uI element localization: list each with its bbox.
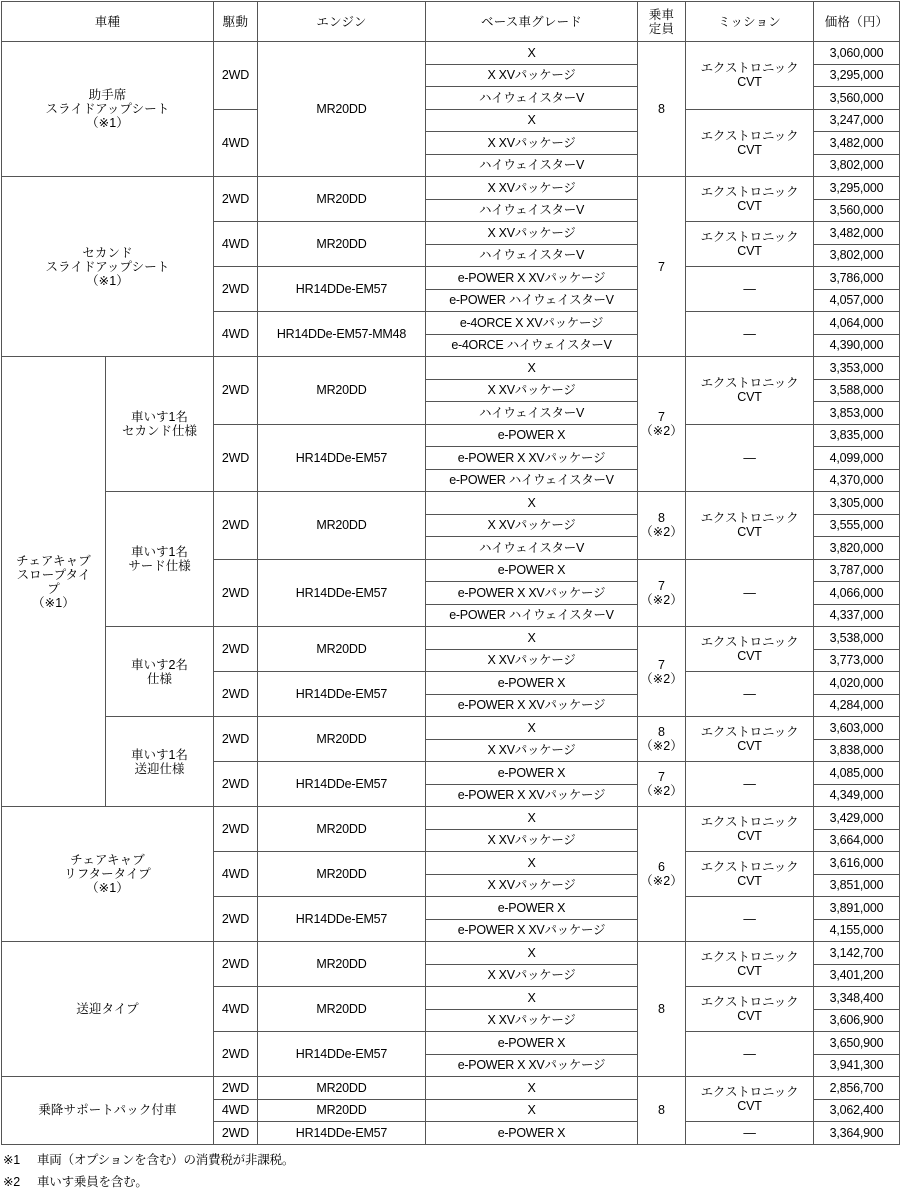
grade-cell: e-4ORCE X XVパッケージ (426, 312, 638, 335)
engine-cell: MR20DD (258, 987, 426, 1032)
drive-cell: 2WD (214, 42, 258, 110)
drive-cell: 2WD (214, 807, 258, 852)
col-header-drive: 駆動 (214, 2, 258, 42)
price-cell: 3,820,000 (814, 537, 900, 560)
engine-cell: MR20DD (258, 357, 426, 425)
grade-cell: X XVパッケージ (426, 874, 638, 897)
seats-cell: 7 (638, 177, 686, 357)
seats-cell (638, 627, 686, 717)
seats-line: 8 (658, 725, 665, 739)
footnote-2-mark: ※2 (3, 1174, 21, 1189)
table-row (2, 717, 900, 740)
kind-sub-cell-wheelchair1-third (106, 492, 214, 627)
grade-cell: X XVパッケージ (426, 1009, 638, 1032)
engine-cell: HR14DDe-EM57 (258, 762, 426, 807)
kind-sub-line: 車いす1名 (131, 545, 188, 559)
mission-cell (686, 807, 814, 852)
seats-cell (638, 492, 686, 560)
engine-cell: MR20DD (258, 222, 426, 267)
seats-line: （※2） (640, 671, 683, 686)
price-cell: 3,838,000 (814, 739, 900, 762)
grade-cell: e-POWER X (426, 897, 638, 920)
price-cell: 3,802,000 (814, 244, 900, 267)
price-cell: 3,247,000 (814, 109, 900, 132)
grade-cell: e-POWER X XVパッケージ (426, 784, 638, 807)
drive-cell: 2WD (214, 559, 258, 627)
mission-line: CVT (737, 142, 762, 157)
drive-cell: 2WD (214, 177, 258, 222)
kind-line: スロープタイ (16, 567, 91, 582)
price-cell: 3,364,900 (814, 1122, 900, 1145)
price-cell: 3,060,000 (814, 42, 900, 65)
mission-line: CVT (737, 75, 762, 90)
footnote-2-text: 車いす乗員を含む。 (37, 1174, 148, 1189)
mission-cell: — (686, 672, 814, 717)
grade-cell: X (426, 42, 638, 65)
grade-cell: X (426, 109, 638, 132)
seats-cell: 8 (638, 1077, 686, 1145)
drive-cell: 2WD (214, 1032, 258, 1077)
kind-line: セカンド (82, 245, 133, 260)
mission-line: CVT (737, 874, 762, 888)
price-cell: 3,941,300 (814, 1054, 900, 1077)
mission-line: エクストロニック (700, 815, 799, 829)
seats-cell: 8 (638, 942, 686, 1077)
drive-cell: 2WD (214, 627, 258, 672)
mission-line: エクストロニック (700, 185, 799, 199)
drive-cell: 4WD (214, 109, 258, 177)
grade-cell: e-POWER ハイウェイスターV (426, 469, 638, 492)
grade-cell: e-POWER ハイウェイスターV (426, 604, 638, 627)
price-cell: 4,085,000 (814, 762, 900, 785)
seats-line: （※2） (640, 592, 683, 607)
drive-cell: 2WD (214, 762, 258, 807)
price-cell: 4,370,000 (814, 469, 900, 492)
engine-cell: MR20DD (258, 492, 426, 560)
price-cell: 3,616,000 (814, 852, 900, 875)
seats-cell (638, 717, 686, 762)
engine-cell: MR20DD (258, 627, 426, 672)
price-cell: 3,295,000 (814, 64, 900, 87)
price-cell: 2,856,700 (814, 1077, 900, 1100)
kind-line: （※1） (86, 881, 129, 895)
engine-cell: HR14DDe-EM57 (258, 672, 426, 717)
price-cell: 3,401,200 (814, 964, 900, 987)
kind-sub-line: 車いす1名 (131, 747, 188, 762)
mission-cell (686, 492, 814, 560)
mission-cell: — (686, 559, 814, 627)
engine-cell: MR20DD (258, 1077, 426, 1100)
mission-cell (686, 42, 814, 110)
col-header-seats-line2: 定員 (648, 21, 675, 36)
engine-cell: HR14DDe-EM57 (258, 267, 426, 312)
grade-cell: e-POWER X (426, 559, 638, 582)
kind-cell-boarding-support-pack: 乗降サポートパック付車 (2, 1077, 214, 1145)
kind-sub-cell-wheelchair1-second (106, 357, 214, 492)
grade-cell: ハイウェイスターV (426, 199, 638, 222)
drive-cell: 4WD (214, 1099, 258, 1122)
col-header-price: 価格（円） (814, 2, 900, 42)
engine-cell: HR14DDe-EM57 (258, 559, 426, 627)
drive-cell: 2WD (214, 267, 258, 312)
col-header-mission: ミッション (686, 2, 814, 42)
engine-cell: MR20DD (258, 852, 426, 897)
mission-line: CVT (737, 1009, 762, 1023)
kind-line: スライドアップシート (45, 102, 170, 116)
table-row (2, 357, 900, 380)
price-cell: 3,555,000 (814, 514, 900, 537)
grade-cell: X XVパッケージ (426, 964, 638, 987)
mission-line: CVT (737, 1099, 762, 1113)
mission-line: CVT (737, 739, 762, 753)
footnote-1-text: 車両（オプションを含む）の消費税が非課税。 (37, 1152, 295, 1167)
mission-line: エクストロニック (700, 725, 799, 739)
price-cell: 3,560,000 (814, 199, 900, 222)
seats-cell: 8 (638, 42, 686, 177)
price-cell: 3,853,000 (814, 402, 900, 425)
mission-cell (686, 717, 814, 762)
engine-cell: MR20DD (258, 42, 426, 177)
seats-cell (638, 762, 686, 807)
footnote-1-mark: ※1 (3, 1152, 21, 1167)
price-cell: 3,787,000 (814, 559, 900, 582)
grade-cell: X (426, 627, 638, 650)
grade-cell: ハイウェイスターV (426, 87, 638, 110)
engine-cell: HR14DDe-EM57 (258, 1032, 426, 1077)
table-row (2, 492, 900, 515)
mission-cell (686, 109, 814, 177)
mission-line: CVT (737, 525, 762, 540)
seats-cell (638, 807, 686, 942)
price-cell: 3,835,000 (814, 424, 900, 447)
price-cell: 4,284,000 (814, 694, 900, 717)
drive-cell: 4WD (214, 852, 258, 897)
seats-line: 7 (658, 578, 665, 593)
seats-line: （※2） (640, 525, 683, 540)
grade-cell: X XVパッケージ (426, 649, 638, 672)
mission-cell (686, 852, 814, 897)
mission-cell: — (686, 267, 814, 312)
mission-cell: — (686, 424, 814, 492)
mission-line: エクストロニック (700, 376, 799, 391)
table-row (2, 627, 900, 650)
grade-cell: e-POWER X XVパッケージ (426, 267, 638, 290)
kind-line: チェアキャブ (16, 553, 91, 568)
kind-sub-line: 車いす2名 (131, 657, 188, 672)
mission-cell (686, 942, 814, 987)
drive-cell: 2WD (214, 1122, 258, 1145)
kind-sub-line: 送迎仕様 (134, 761, 185, 776)
grade-cell: X XVパッケージ (426, 739, 638, 762)
kind-line: チェアキャブ (70, 853, 145, 867)
price-cell: 3,588,000 (814, 379, 900, 402)
kind-cell-assist-slide-up (2, 42, 214, 177)
grade-cell: X (426, 1077, 638, 1100)
kind-sub-line: 仕様 (146, 671, 172, 686)
drive-cell: 4WD (214, 987, 258, 1032)
seats-cell (638, 357, 686, 492)
mission-line: CVT (737, 829, 762, 843)
table-row (2, 177, 900, 200)
mission-cell: — (686, 762, 814, 807)
price-cell: 3,802,000 (814, 154, 900, 177)
mission-line: CVT (737, 244, 762, 258)
price-cell: 4,057,000 (814, 289, 900, 312)
price-cell: 3,891,000 (814, 897, 900, 920)
drive-cell: 2WD (214, 672, 258, 717)
grade-cell: X (426, 852, 638, 875)
kind-cell-second-slide-up (2, 177, 214, 357)
engine-cell: HR14DDe-EM57 (258, 897, 426, 942)
header-row (2, 2, 900, 42)
engine-cell: MR20DD (258, 177, 426, 222)
grade-cell: X (426, 987, 638, 1010)
mission-line: エクストロニック (700, 860, 799, 874)
grade-cell: e-POWER X XVパッケージ (426, 694, 638, 717)
kind-line: 助手席 (88, 88, 127, 102)
mission-line: CVT (737, 390, 762, 405)
price-cell: 4,155,000 (814, 919, 900, 942)
grade-cell: X (426, 1099, 638, 1122)
kind-sub-cell-wheelchair1-transport (106, 717, 214, 807)
price-cell: 3,062,400 (814, 1099, 900, 1122)
drive-cell: 2WD (214, 1077, 258, 1100)
engine-cell: MR20DD (258, 942, 426, 987)
kind-line: リフタータイプ (64, 867, 151, 881)
kind-sub-line: 車いす1名 (131, 410, 188, 424)
price-cell: 3,773,000 (814, 649, 900, 672)
drive-cell: 4WD (214, 312, 258, 357)
table-header (2, 2, 900, 42)
grade-cell: e-POWER X XVパッケージ (426, 582, 638, 605)
price-cell: 4,390,000 (814, 334, 900, 357)
kind-sub-line: サード仕様 (128, 559, 191, 573)
price-cell: 3,606,900 (814, 1009, 900, 1032)
mission-line: エクストロニック (700, 128, 799, 143)
price-cell: 3,650,900 (814, 1032, 900, 1055)
kind-cell-chaircab-slope (2, 357, 106, 807)
mission-line: CVT (737, 964, 762, 978)
table-row (2, 942, 900, 965)
seats-line: （※2） (640, 874, 683, 888)
mission-cell: — (686, 1122, 814, 1145)
engine-cell: MR20DD (258, 1099, 426, 1122)
mission-cell (686, 987, 814, 1032)
price-cell: 3,786,000 (814, 267, 900, 290)
table-body (2, 42, 900, 1145)
price-cell: 4,064,000 (814, 312, 900, 335)
table-row (2, 42, 900, 65)
drive-cell: 2WD (214, 897, 258, 942)
mission-cell (686, 177, 814, 222)
seats-line: 7 (658, 410, 665, 424)
grade-cell: X (426, 942, 638, 965)
price-cell: 3,429,000 (814, 807, 900, 830)
mission-line: CVT (737, 199, 762, 213)
engine-cell: HR14DDe-EM57-MM48 (258, 312, 426, 357)
grade-cell: e-POWER X (426, 424, 638, 447)
grade-cell: X XVパッケージ (426, 829, 638, 852)
seats-line: （※2） (640, 784, 683, 798)
grade-cell: X (426, 717, 638, 740)
grade-cell: e-POWER X (426, 762, 638, 785)
grade-cell: X XVパッケージ (426, 177, 638, 200)
grade-cell: e-4ORCE ハイウェイスターV (426, 334, 638, 357)
price-cell: 4,099,000 (814, 447, 900, 470)
mission-line: CVT (737, 649, 762, 663)
kind-sub-cell-wheelchair2 (106, 627, 214, 717)
grade-cell: X (426, 807, 638, 830)
price-cell: 3,603,000 (814, 717, 900, 740)
table-row (2, 807, 900, 830)
price-cell: 4,337,000 (814, 604, 900, 627)
price-cell: 3,142,700 (814, 942, 900, 965)
grade-cell: ハイウェイスターV (426, 402, 638, 425)
price-cell: 3,348,400 (814, 987, 900, 1010)
mission-cell (686, 222, 814, 267)
grade-cell: X XVパッケージ (426, 222, 638, 245)
price-cell: 4,066,000 (814, 582, 900, 605)
grade-cell: e-POWER X (426, 672, 638, 695)
grade-cell: ハイウェイスターV (426, 244, 638, 267)
mission-line: エクストロニック (700, 511, 799, 526)
mission-cell: — (686, 1032, 814, 1077)
engine-cell: MR20DD (258, 717, 426, 762)
col-header-seats-line1: 乗車 (648, 7, 675, 22)
seats-line: 8 (658, 511, 665, 526)
grade-cell: X XVパッケージ (426, 514, 638, 537)
footnote-1 (3, 1154, 900, 1167)
col-header-grade: ベース車グレード (426, 2, 638, 42)
seats-line: 7 (658, 657, 665, 672)
drive-cell: 2WD (214, 942, 258, 987)
drive-cell: 2WD (214, 424, 258, 492)
table-row (2, 1077, 900, 1100)
drive-cell: 4WD (214, 222, 258, 267)
seats-line: 6 (658, 860, 665, 874)
grade-cell: X XVパッケージ (426, 64, 638, 87)
price-cell: 4,020,000 (814, 672, 900, 695)
drive-cell: 2WD (214, 492, 258, 560)
price-cell: 3,353,000 (814, 357, 900, 380)
grade-cell: X (426, 357, 638, 380)
grade-cell: e-POWER ハイウェイスターV (426, 289, 638, 312)
mission-cell (686, 357, 814, 425)
mission-line: エクストロニック (700, 995, 799, 1009)
price-cell: 3,560,000 (814, 87, 900, 110)
mission-cell: — (686, 312, 814, 357)
kind-cell-chaircab-lifter (2, 807, 214, 942)
footnote-2 (3, 1176, 900, 1189)
mission-line: エクストロニック (700, 1085, 799, 1099)
mission-cell: — (686, 897, 814, 942)
grade-cell: ハイウェイスターV (426, 537, 638, 560)
seats-line: 7 (658, 770, 665, 784)
mission-line: エクストロニック (700, 230, 799, 244)
col-header-kind: 車種 (2, 2, 214, 42)
grade-cell: e-POWER X (426, 1032, 638, 1055)
price-cell: 3,482,000 (814, 132, 900, 155)
kind-line: （※1） (86, 116, 129, 130)
mission-cell (686, 627, 814, 672)
engine-cell: HR14DDe-EM57 (258, 424, 426, 492)
kind-cell-transport-type: 送迎タイプ (2, 942, 214, 1077)
engine-cell: HR14DDe-EM57 (258, 1122, 426, 1145)
kind-line: （※1） (86, 273, 129, 288)
mission-cell (686, 1077, 814, 1122)
grade-cell: X (426, 492, 638, 515)
kind-line: スライドアップシート (45, 259, 170, 274)
col-header-seats (638, 2, 686, 42)
price-cell: 3,295,000 (814, 177, 900, 200)
kind-sub-line: セカンド仕様 (121, 424, 197, 438)
drive-cell: 2WD (214, 357, 258, 425)
engine-cell: MR20DD (258, 807, 426, 852)
price-cell: 4,349,000 (814, 784, 900, 807)
kind-line: プ (47, 581, 60, 596)
grade-cell: X XVパッケージ (426, 132, 638, 155)
price-cell: 3,305,000 (814, 492, 900, 515)
price-table-sheet (0, 1, 900, 1189)
seats-line: （※2） (640, 739, 683, 753)
price-cell: 3,482,000 (814, 222, 900, 245)
grade-cell: ハイウェイスターV (426, 154, 638, 177)
seats-cell (638, 559, 686, 627)
grade-cell: e-POWER X XVパッケージ (426, 447, 638, 470)
mission-line: エクストロニック (700, 950, 799, 964)
seats-line: （※2） (640, 424, 683, 438)
price-cell: 3,851,000 (814, 874, 900, 897)
price-cell: 3,664,000 (814, 829, 900, 852)
footnotes (3, 1154, 900, 1189)
kind-line: （※1） (32, 595, 75, 610)
drive-cell: 2WD (214, 717, 258, 762)
grade-cell: e-POWER X (426, 1122, 638, 1145)
grade-cell: e-POWER X XVパッケージ (426, 1054, 638, 1077)
price-cell: 3,538,000 (814, 627, 900, 650)
mission-line: エクストロニック (700, 61, 799, 76)
mission-line: エクストロニック (700, 635, 799, 649)
col-header-engine: エンジン (258, 2, 426, 42)
grade-cell: e-POWER X XVパッケージ (426, 919, 638, 942)
grade-cell: X XVパッケージ (426, 379, 638, 402)
vehicle-pricing-table (1, 1, 900, 1145)
